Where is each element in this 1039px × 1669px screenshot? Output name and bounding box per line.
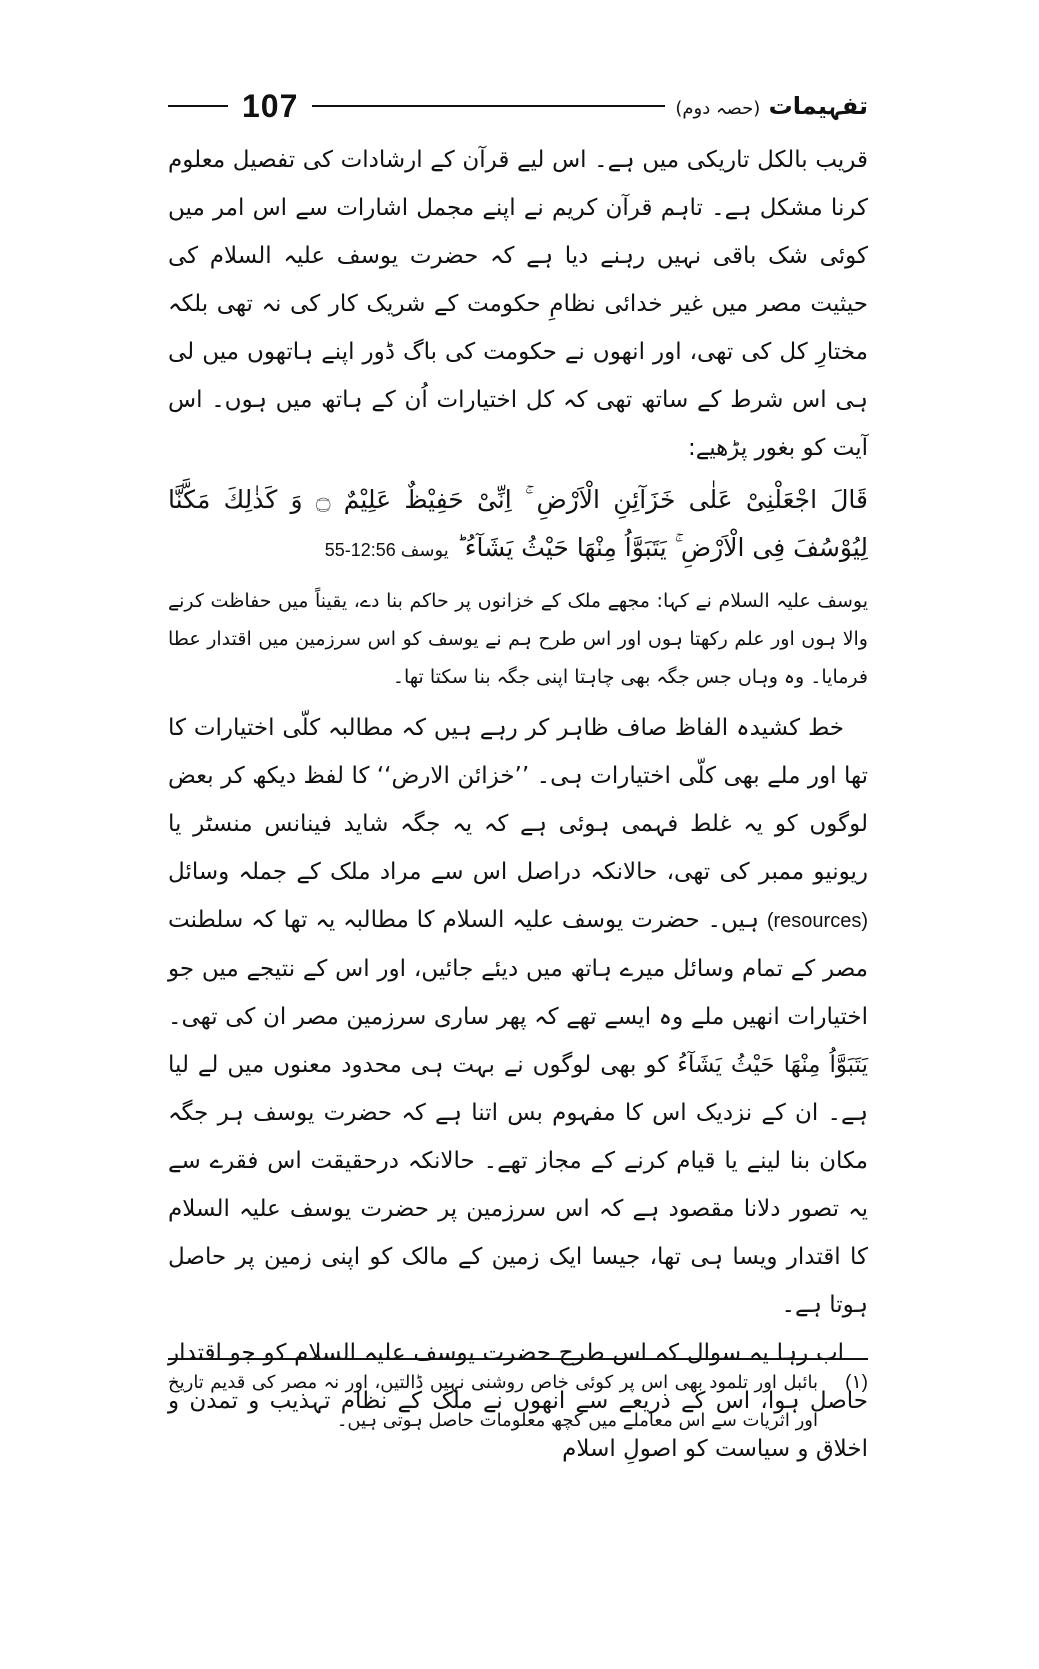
footnote	[168, 1364, 868, 1440]
main-text	[168, 136, 868, 1473]
book-part: (حصہ دوم)	[675, 98, 761, 119]
verse-reference: یوسف 12:56-55	[324, 540, 449, 560]
page-header	[168, 86, 868, 126]
running-title	[675, 92, 868, 120]
paragraph-3: اب رہا یہ سوال کہ اس طرح حضرت یوسف علیہ السلام کو جو اقتدار حاصل ہوا، اس کے ذریعے سے انھوں نے ملک کے نظام تہذیب و تمدن و اخلاق و سیاست کو اصولِ اسلام	[168, 1340, 868, 1462]
paragraph-1: قریب بالکل تاریکی میں ہے۔ اس لیے قرآن کے ارشادات کی تفصیل معلوم کرنا مشکل ہے۔ تاہم قرآن کریم نے اپنے مجمل اشارات سے اس امر میں کوئی شک باقی نہیں رہنے دیا ہے کہ حضرت یوسف علیہ السلام کی حیثیت مصر میں غیر خدائی نظامِ حکومت کے شریک کار کی نہ تھی بلکہ مختارِ کل کی تھی، اور انھوں نے حکومت کی باگ ڈور اپنے ہاتھوں میں لی ہی اس شرط کے ساتھ تھی کہ کل اختیارات اُن کے ہاتھ میں ہوں۔ اس آیت کو بغور پڑھیے:	[168, 147, 868, 461]
paragraph-2	[168, 704, 868, 1329]
verse-translation: یوسف علیہ السلام نے کہا: مجھے ملک کے خزانوں پر حاکم بنا دے، یقیناً میں حفاظت کرنے والا ہوں اور علم رکھتا ہوں اور اس طرح ہم نے یوسف کو اس سرزمین میں اقتدار عطا فرمایا۔ وہ وہاں جس جگہ بھی چاہتا اپنی جگہ بنا سکتا تھا۔	[168, 590, 868, 688]
footnote-marker: (۱)	[845, 1372, 868, 1393]
resources-term: (resources)	[766, 910, 868, 932]
paragraph-2-continued: ہیں۔ حضرت یوسف علیہ السلام کا مطالبہ یہ تھا کہ سلطنت مصر کے تمام وسائل میرے ہاتھ میں دیئے جائیں، اور اس کے نتیجے میں جو اختیارات انھیں ملے وہ ایسے تھے کہ پھر ساری سرزمین مصر ان کی تھی۔ يَتَبَوَّاُ مِنْهَا حَيْثُ يَشَآءُ کو بھی لوگوں نے بہت ہی محدود معنوں میں لے لیا ہے۔ ان کے نزدیک اس کا مفہوم بس اتنا ہے کہ حضرت یوسف ہر جگہ مکان بنا لینے یا قیام کرنے کے مجاز تھے۔ حالانکہ درحقیقت اس فقرے سے یہ تصور دلانا مقصود ہے کہ اس سرزمین پر حضرت یوسف علیہ السلام کا اقتدار ویسا ہی تھا، جیسا ایک زمین کے مالک کو اپنی زمین پر حاصل ہوتا ہے۔	[168, 907, 868, 1318]
paragraph-2-text: خط کشیدہ الفاظ صاف ظاہر کر رہے ہیں کہ مطالبہ کلّی اختیارات کا تھا اور ملے بھی کلّی اختیارات ہی۔ ’’خزائن الارض‘‘ کا لفظ دیکھ کر بعض لوگوں کو یہ غلط فہمی ہوئی ہے کہ یہ جگہ شاید فینانس منسٹر یا ریونیو ممبر کی تھی، حالانکہ دراصل اس سے مراد ملک کے جملہ وسائل	[168, 715, 868, 885]
book-title: تفہیمات	[768, 92, 868, 120]
header-rule-left	[168, 105, 228, 107]
quran-verse	[168, 476, 868, 574]
footnote-divider	[168, 1358, 868, 1360]
page-number: 107	[242, 87, 299, 124]
verse-text: قَالَ اجْعَلْنِیْ عَلٰی خَزَآئِنِ الْاَرْضِ ۚ اِنِّیْ حَفِیْظٌ عَلِیْمٌ ۝ وَ كَذٰلِكَ مَكَّنَّا لِیُوْسُفَ فِی الْاَرْضِ ۚ یَتَبَوَّاُ مِنْهَا حَیْثُ یَشَآءُ ؕ	[168, 485, 868, 562]
footnote-text: بائبل اور تلمود بھی اس پر کوئی خاص روشنی نہیں ڈالتیں، اور نہ مصر کی قدیم تاریخ اور اثریات سے اس معاملے میں کچھ معلومات حاصل ہوتی ہیں۔	[168, 1372, 818, 1431]
header-rule-middle	[312, 105, 665, 107]
